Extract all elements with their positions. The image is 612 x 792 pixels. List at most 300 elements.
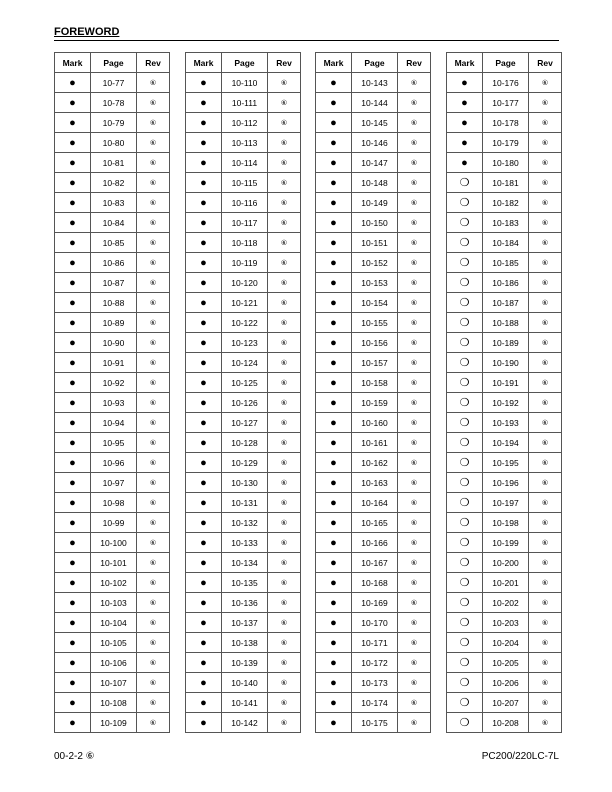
rev-cell: ⑥ xyxy=(268,93,301,113)
filled-circle-icon: ● xyxy=(316,353,352,373)
mark-header: Mark xyxy=(316,53,352,73)
table-row xyxy=(316,373,431,393)
filled-circle-icon: ● xyxy=(186,253,222,273)
rev-cell: ⑥ xyxy=(268,273,301,293)
rev-cell: ⑥ xyxy=(268,533,301,553)
mark-header: Mark xyxy=(186,53,222,73)
rev-cell: ⑥ xyxy=(398,253,431,273)
filled-circle-icon: ● xyxy=(186,213,222,233)
filled-circle-icon: ● xyxy=(55,113,91,133)
table-row xyxy=(447,373,562,393)
page-cell: 10-114 xyxy=(222,153,268,173)
open-circle-icon: ❍ xyxy=(447,313,483,333)
revision-table-2 xyxy=(185,52,301,733)
page-cell: 10-108 xyxy=(91,693,137,713)
table-row xyxy=(447,633,562,653)
page-cell: 10-155 xyxy=(352,313,398,333)
page-cell: 10-82 xyxy=(91,173,137,193)
table-row xyxy=(316,293,431,313)
page-cell: 10-206 xyxy=(483,673,529,693)
filled-circle-icon: ● xyxy=(186,93,222,113)
table-row xyxy=(186,553,301,573)
open-circle-icon: ❍ xyxy=(447,233,483,253)
page-cell: 10-135 xyxy=(222,573,268,593)
rev-cell: ⑥ xyxy=(529,493,562,513)
table-row xyxy=(316,233,431,253)
open-circle-icon: ❍ xyxy=(447,213,483,233)
page-cell: 10-157 xyxy=(352,353,398,373)
page-cell: 10-103 xyxy=(91,593,137,613)
filled-circle-icon: ● xyxy=(316,213,352,233)
page-cell: 10-208 xyxy=(483,713,529,733)
table-row xyxy=(55,533,170,553)
open-circle-icon: ❍ xyxy=(447,293,483,313)
table-row xyxy=(55,173,170,193)
table-row xyxy=(316,133,431,153)
rev-cell: ⑥ xyxy=(137,133,170,153)
open-circle-icon: ❍ xyxy=(447,173,483,193)
page-cell: 10-173 xyxy=(352,673,398,693)
rev-cell: ⑥ xyxy=(398,393,431,413)
page-cell: 10-162 xyxy=(352,453,398,473)
table-row xyxy=(447,353,562,373)
table-row xyxy=(447,553,562,573)
rev-cell: ⑥ xyxy=(529,653,562,673)
table-row xyxy=(447,673,562,693)
table-row xyxy=(447,493,562,513)
filled-circle-icon: ● xyxy=(55,333,91,353)
rev-cell: ⑥ xyxy=(137,93,170,113)
table-row xyxy=(55,333,170,353)
filled-circle-icon: ● xyxy=(55,193,91,213)
rev-cell: ⑥ xyxy=(529,213,562,233)
table-row xyxy=(55,713,170,733)
page-cell: 10-85 xyxy=(91,233,137,253)
table-row xyxy=(316,193,431,213)
rev-cell: ⑥ xyxy=(137,453,170,473)
filled-circle-icon: ● xyxy=(316,173,352,193)
page-cell: 10-178 xyxy=(483,113,529,133)
filled-circle-icon: ● xyxy=(316,73,352,93)
page-cell: 10-153 xyxy=(352,273,398,293)
table-row xyxy=(186,693,301,713)
rev-cell: ⑥ xyxy=(398,433,431,453)
filled-circle-icon: ● xyxy=(186,413,222,433)
page-cell: 10-139 xyxy=(222,653,268,673)
page-cell: 10-105 xyxy=(91,633,137,653)
page-header: Page xyxy=(483,53,529,73)
table-row xyxy=(186,173,301,193)
page-cell: 10-87 xyxy=(91,273,137,293)
table-row xyxy=(186,573,301,593)
rev-cell: ⑥ xyxy=(398,333,431,353)
table-header-row xyxy=(447,53,562,73)
open-circle-icon: ❍ xyxy=(447,553,483,573)
page-cell: 10-186 xyxy=(483,273,529,293)
filled-circle-icon: ● xyxy=(316,593,352,613)
filled-circle-icon: ● xyxy=(186,673,222,693)
page-cell: 10-199 xyxy=(483,533,529,553)
rev-cell: ⑥ xyxy=(268,173,301,193)
filled-circle-icon: ● xyxy=(55,393,91,413)
table-row xyxy=(447,333,562,353)
filled-circle-icon: ● xyxy=(186,293,222,313)
page-cell: 10-167 xyxy=(352,553,398,573)
rev-cell: ⑥ xyxy=(137,573,170,593)
page-cell: 10-200 xyxy=(483,553,529,573)
filled-circle-icon: ● xyxy=(55,593,91,613)
table-row xyxy=(55,473,170,493)
page-cell: 10-116 xyxy=(222,193,268,213)
rev-cell: ⑥ xyxy=(137,413,170,433)
rev-cell: ⑥ xyxy=(268,193,301,213)
page-cell: 10-117 xyxy=(222,213,268,233)
rev-cell: ⑥ xyxy=(398,653,431,673)
rev-cell: ⑥ xyxy=(268,233,301,253)
page-cell: 10-180 xyxy=(483,153,529,173)
table-row xyxy=(316,433,431,453)
filled-circle-icon: ● xyxy=(316,493,352,513)
table-row xyxy=(316,73,431,93)
table-row xyxy=(447,173,562,193)
filled-circle-icon: ● xyxy=(55,173,91,193)
page-cell: 10-160 xyxy=(352,413,398,433)
rev-cell: ⑥ xyxy=(398,353,431,373)
rev-cell: ⑥ xyxy=(268,133,301,153)
table-row xyxy=(316,613,431,633)
page-cell: 10-96 xyxy=(91,453,137,473)
table-row xyxy=(316,553,431,573)
table-row xyxy=(186,113,301,133)
filled-circle-icon: ● xyxy=(447,73,483,93)
page-cell: 10-190 xyxy=(483,353,529,373)
table-row xyxy=(186,673,301,693)
table-row xyxy=(186,93,301,113)
page-cell: 10-120 xyxy=(222,273,268,293)
table-row xyxy=(55,573,170,593)
filled-circle-icon: ● xyxy=(55,253,91,273)
page-cell: 10-104 xyxy=(91,613,137,633)
mark-header: Mark xyxy=(55,53,91,73)
page-cell: 10-158 xyxy=(352,373,398,393)
table-row xyxy=(316,713,431,733)
filled-circle-icon: ● xyxy=(55,713,91,733)
page-cell: 10-78 xyxy=(91,93,137,113)
page-cell: 10-89 xyxy=(91,313,137,333)
table-row xyxy=(186,713,301,733)
filled-circle-icon: ● xyxy=(186,553,222,573)
rev-cell: ⑥ xyxy=(398,373,431,393)
table-row xyxy=(55,153,170,173)
open-circle-icon: ❍ xyxy=(447,473,483,493)
rev-cell: ⑥ xyxy=(137,713,170,733)
filled-circle-icon: ● xyxy=(316,653,352,673)
table-row xyxy=(186,213,301,233)
table-row xyxy=(55,353,170,373)
table-row xyxy=(316,513,431,533)
rev-cell: ⑥ xyxy=(529,713,562,733)
rev-cell: ⑥ xyxy=(398,153,431,173)
filled-circle-icon: ● xyxy=(186,513,222,533)
table-row xyxy=(447,273,562,293)
page-cell: 10-188 xyxy=(483,313,529,333)
rev-cell: ⑥ xyxy=(398,673,431,693)
page-cell: 10-201 xyxy=(483,573,529,593)
rev-cell: ⑥ xyxy=(398,273,431,293)
page-cell: 10-205 xyxy=(483,653,529,673)
table-row xyxy=(447,133,562,153)
rev-cell: ⑥ xyxy=(268,693,301,713)
rev-cell: ⑥ xyxy=(268,553,301,573)
rev-cell: ⑥ xyxy=(398,493,431,513)
rev-cell: ⑥ xyxy=(268,253,301,273)
table-row xyxy=(186,233,301,253)
filled-circle-icon: ● xyxy=(186,273,222,293)
page-cell: 10-172 xyxy=(352,653,398,673)
rev-cell: ⑥ xyxy=(529,573,562,593)
page-cell: 10-196 xyxy=(483,473,529,493)
rev-cell: ⑥ xyxy=(268,593,301,613)
table-row xyxy=(447,453,562,473)
page-cell: 10-159 xyxy=(352,393,398,413)
table-row xyxy=(186,593,301,613)
page-cell: 10-119 xyxy=(222,253,268,273)
rev-cell: ⑥ xyxy=(529,393,562,413)
table-row xyxy=(316,273,431,293)
page-cell: 10-112 xyxy=(222,113,268,133)
page-cell: 10-203 xyxy=(483,613,529,633)
filled-circle-icon: ● xyxy=(447,133,483,153)
table-row xyxy=(447,153,562,173)
table-row xyxy=(447,213,562,233)
filled-circle-icon: ● xyxy=(55,693,91,713)
rev-cell: ⑥ xyxy=(398,213,431,233)
table-row xyxy=(447,533,562,553)
page-cell: 10-102 xyxy=(91,573,137,593)
rev-cell: ⑥ xyxy=(398,473,431,493)
filled-circle-icon: ● xyxy=(186,393,222,413)
page-cell: 10-92 xyxy=(91,373,137,393)
rev-cell: ⑥ xyxy=(268,713,301,733)
rev-cell: ⑥ xyxy=(268,493,301,513)
filled-circle-icon: ● xyxy=(316,93,352,113)
rev-cell: ⑥ xyxy=(137,653,170,673)
rev-cell: ⑥ xyxy=(529,73,562,93)
rev-cell: ⑥ xyxy=(529,613,562,633)
page-cell: 10-118 xyxy=(222,233,268,253)
rev-cell: ⑥ xyxy=(137,313,170,333)
filled-circle-icon: ● xyxy=(186,353,222,373)
table-row xyxy=(186,193,301,213)
rev-cell: ⑥ xyxy=(137,253,170,273)
table-row xyxy=(316,393,431,413)
table-row xyxy=(186,273,301,293)
open-circle-icon: ❍ xyxy=(447,253,483,273)
page-cell: 10-148 xyxy=(352,173,398,193)
page-cell: 10-126 xyxy=(222,393,268,413)
filled-circle-icon: ● xyxy=(55,313,91,333)
mark-header: Mark xyxy=(447,53,483,73)
filled-circle-icon: ● xyxy=(316,633,352,653)
filled-circle-icon: ● xyxy=(55,453,91,473)
page-cell: 10-86 xyxy=(91,253,137,273)
page-cell: 10-90 xyxy=(91,333,137,353)
page-cell: 10-100 xyxy=(91,533,137,553)
filled-circle-icon: ● xyxy=(186,313,222,333)
filled-circle-icon: ● xyxy=(55,93,91,113)
open-circle-icon: ❍ xyxy=(447,693,483,713)
rev-cell: ⑥ xyxy=(529,293,562,313)
table-row xyxy=(186,473,301,493)
page-cell: 10-149 xyxy=(352,193,398,213)
page-cell: 10-169 xyxy=(352,593,398,613)
rev-cell: ⑥ xyxy=(529,233,562,253)
table-row xyxy=(55,113,170,133)
rev-cell: ⑥ xyxy=(268,673,301,693)
rev-cell: ⑥ xyxy=(529,353,562,373)
rev-cell: ⑥ xyxy=(398,693,431,713)
page-cell: 10-156 xyxy=(352,333,398,353)
rev-cell: ⑥ xyxy=(268,293,301,313)
page-cell: 10-179 xyxy=(483,133,529,153)
rev-cell: ⑥ xyxy=(268,373,301,393)
table-row xyxy=(186,513,301,533)
rev-cell: ⑥ xyxy=(137,273,170,293)
table-row xyxy=(55,453,170,473)
filled-circle-icon: ● xyxy=(186,573,222,593)
table-row xyxy=(447,93,562,113)
table-row xyxy=(55,633,170,653)
rev-cell: ⑥ xyxy=(268,653,301,673)
filled-circle-icon: ● xyxy=(55,533,91,553)
table-row xyxy=(447,613,562,633)
table-row xyxy=(186,533,301,553)
filled-circle-icon: ● xyxy=(186,533,222,553)
page-cell: 10-182 xyxy=(483,193,529,213)
filled-circle-icon: ● xyxy=(316,133,352,153)
revision-table-3 xyxy=(315,52,431,733)
table-row xyxy=(186,453,301,473)
page-cell: 10-168 xyxy=(352,573,398,593)
filled-circle-icon: ● xyxy=(55,133,91,153)
filled-circle-icon: ● xyxy=(55,73,91,93)
filled-circle-icon: ● xyxy=(447,93,483,113)
page-header xyxy=(54,26,559,41)
table-row xyxy=(186,493,301,513)
table-row xyxy=(186,433,301,453)
rev-cell: ⑥ xyxy=(137,433,170,453)
filled-circle-icon: ● xyxy=(316,393,352,413)
filled-circle-icon: ● xyxy=(186,693,222,713)
filled-circle-icon: ● xyxy=(55,293,91,313)
page-cell: 10-177 xyxy=(483,93,529,113)
rev-cell: ⑥ xyxy=(268,513,301,533)
rev-cell: ⑥ xyxy=(268,573,301,593)
filled-circle-icon: ● xyxy=(186,113,222,133)
table-row xyxy=(316,673,431,693)
revision-table-4 xyxy=(446,52,562,733)
page-cell: 10-163 xyxy=(352,473,398,493)
table-row xyxy=(55,673,170,693)
rev-cell: ⑥ xyxy=(137,213,170,233)
rev-cell: ⑥ xyxy=(529,453,562,473)
page-cell: 10-144 xyxy=(352,93,398,113)
rev-cell: ⑥ xyxy=(137,233,170,253)
open-circle-icon: ❍ xyxy=(447,653,483,673)
open-circle-icon: ❍ xyxy=(447,393,483,413)
table-row xyxy=(316,573,431,593)
page-cell: 10-193 xyxy=(483,413,529,433)
rev-cell: ⑥ xyxy=(268,113,301,133)
page-cell: 10-110 xyxy=(222,73,268,93)
page-cell: 10-77 xyxy=(91,73,137,93)
page-cell: 10-183 xyxy=(483,213,529,233)
page-cell: 10-121 xyxy=(222,293,268,313)
table-row xyxy=(447,433,562,453)
rev-cell: ⑥ xyxy=(398,93,431,113)
page-header: Page xyxy=(91,53,137,73)
page-cell: 10-83 xyxy=(91,193,137,213)
page-cell: 10-161 xyxy=(352,433,398,453)
page-cell: 10-80 xyxy=(91,133,137,153)
rev-cell: ⑥ xyxy=(398,713,431,733)
rev-cell: ⑥ xyxy=(268,313,301,333)
rev-cell: ⑥ xyxy=(529,673,562,693)
rev-cell: ⑥ xyxy=(529,633,562,653)
table-row xyxy=(447,393,562,413)
rev-cell: ⑥ xyxy=(268,333,301,353)
page-cell: 10-202 xyxy=(483,593,529,613)
rev-cell: ⑥ xyxy=(137,693,170,713)
page-header: Page xyxy=(222,53,268,73)
page-cell: 10-164 xyxy=(352,493,398,513)
table-row xyxy=(55,693,170,713)
rev-cell: ⑥ xyxy=(137,173,170,193)
table-row xyxy=(186,333,301,353)
table-row xyxy=(447,293,562,313)
open-circle-icon: ❍ xyxy=(447,713,483,733)
filled-circle-icon: ● xyxy=(55,633,91,653)
rev-cell: ⑥ xyxy=(137,553,170,573)
filled-circle-icon: ● xyxy=(316,273,352,293)
page-cell: 10-123 xyxy=(222,333,268,353)
filled-circle-icon: ● xyxy=(186,613,222,633)
filled-circle-icon: ● xyxy=(316,553,352,573)
table-row xyxy=(55,73,170,93)
table-row xyxy=(316,113,431,133)
rev-cell: ⑥ xyxy=(137,193,170,213)
rev-header: Rev xyxy=(529,53,562,73)
table-row xyxy=(447,513,562,533)
table-row xyxy=(447,233,562,253)
filled-circle-icon: ● xyxy=(316,233,352,253)
filled-circle-icon: ● xyxy=(186,453,222,473)
filled-circle-icon: ● xyxy=(316,153,352,173)
rev-cell: ⑥ xyxy=(268,433,301,453)
filled-circle-icon: ● xyxy=(186,373,222,393)
table-row xyxy=(186,413,301,433)
page-cell: 10-189 xyxy=(483,333,529,353)
rev-cell: ⑥ xyxy=(398,133,431,153)
table-row xyxy=(55,553,170,573)
rev-cell: ⑥ xyxy=(268,633,301,653)
rev-cell: ⑥ xyxy=(268,413,301,433)
rev-cell: ⑥ xyxy=(268,393,301,413)
filled-circle-icon: ● xyxy=(186,713,222,733)
filled-circle-icon: ● xyxy=(316,253,352,273)
table-row xyxy=(447,253,562,273)
table-row xyxy=(55,193,170,213)
